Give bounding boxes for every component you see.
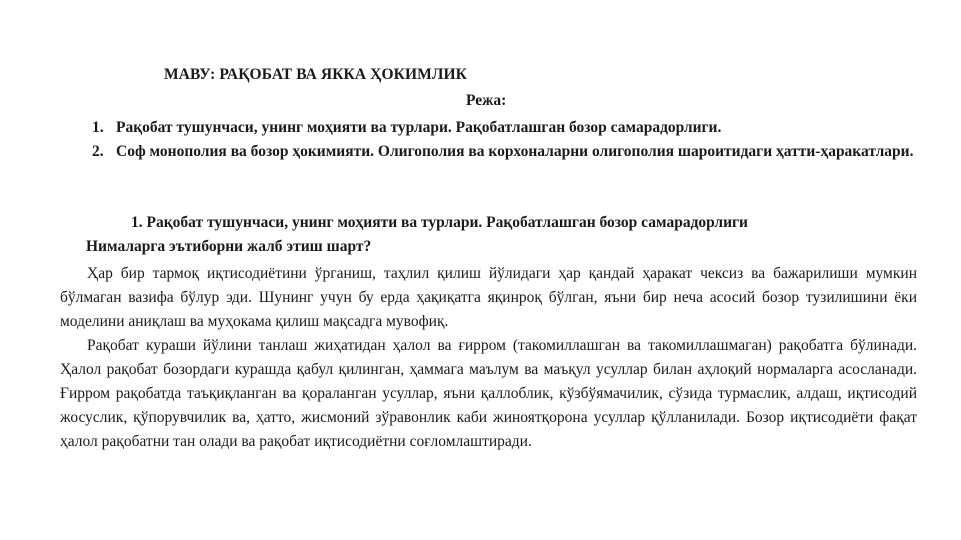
plan-item-text: Соф монополия ва бозор ҳокимияти. Олигополия ва корхоналарни олигополия шароитидаги ҳатти-ҳаракатлари.	[116, 143, 914, 160]
plan-item	[92, 116, 922, 140]
question-heading: Нималарга эътиборни жалб этиш шарт?	[86, 238, 372, 255]
paragraph: Ҳар бир тармоқ иқтисодиётини ўрганиш, таҳлил қилиш йўлидаги ҳар қандай ҳаракат чексиз ва бажарилиши мумкин бўлмаган вазифа бўлур эди. Шунинг учун бу ерда ҳақиқатга яқинроқ бўлган, яъни бир неча асосий бозор тузилишини ёки моделини аниқлаш ва муҳокама қилиш мақсадга мувофиқ.	[60, 265, 917, 330]
body-text	[60, 262, 917, 454]
plan-list	[92, 116, 922, 164]
plan-item-number: 2.	[92, 143, 104, 160]
plan-item-text: Рақобат тушунчаси, унинг моҳияти ва турлари. Рақобатлашган бозор самарадорлиги.	[116, 119, 722, 136]
topic-title: МАВУ: РАҚОБАТ ВА ЯККА ҲОКИМЛИК	[164, 66, 467, 83]
plan-label: Режа:	[466, 92, 507, 109]
section-heading: 1. Рақобат тушунчаси, унинг моҳияти ва турлари. Рақобатлашган бозор самарадорлиги	[131, 214, 748, 231]
plan-item-number: 1.	[92, 119, 104, 136]
plan-item	[92, 140, 922, 164]
paragraph: Рақобат кураши йўлини танлаш жиҳатидан ҳалол ва ғирром (такомиллашган ва такомиллашмаган) рақобатга бўлинади. Ҳалол рақобат бозордаги курашда қабул қилинган, ҳаммага маълум ва маъқул усуллар билан аҳлоқий нормаларга асосланади. Ғирром рақобатда таъқиқланган ва қораланган усуллар, яъни қаллоблик, кўзбўямачилик, сўзида турмаслик, алдаш, иқтисодий жосуслик, қўпорувчилик ва, ҳатто, жисмоний зўравонлик каби жиноятқорона усуллар қўлланилади. Бозор иқтисодиёти фақат ҳалол рақобатни тан олади ва рақобат иқтисодиётни соғломлаштиради.	[60, 337, 917, 450]
